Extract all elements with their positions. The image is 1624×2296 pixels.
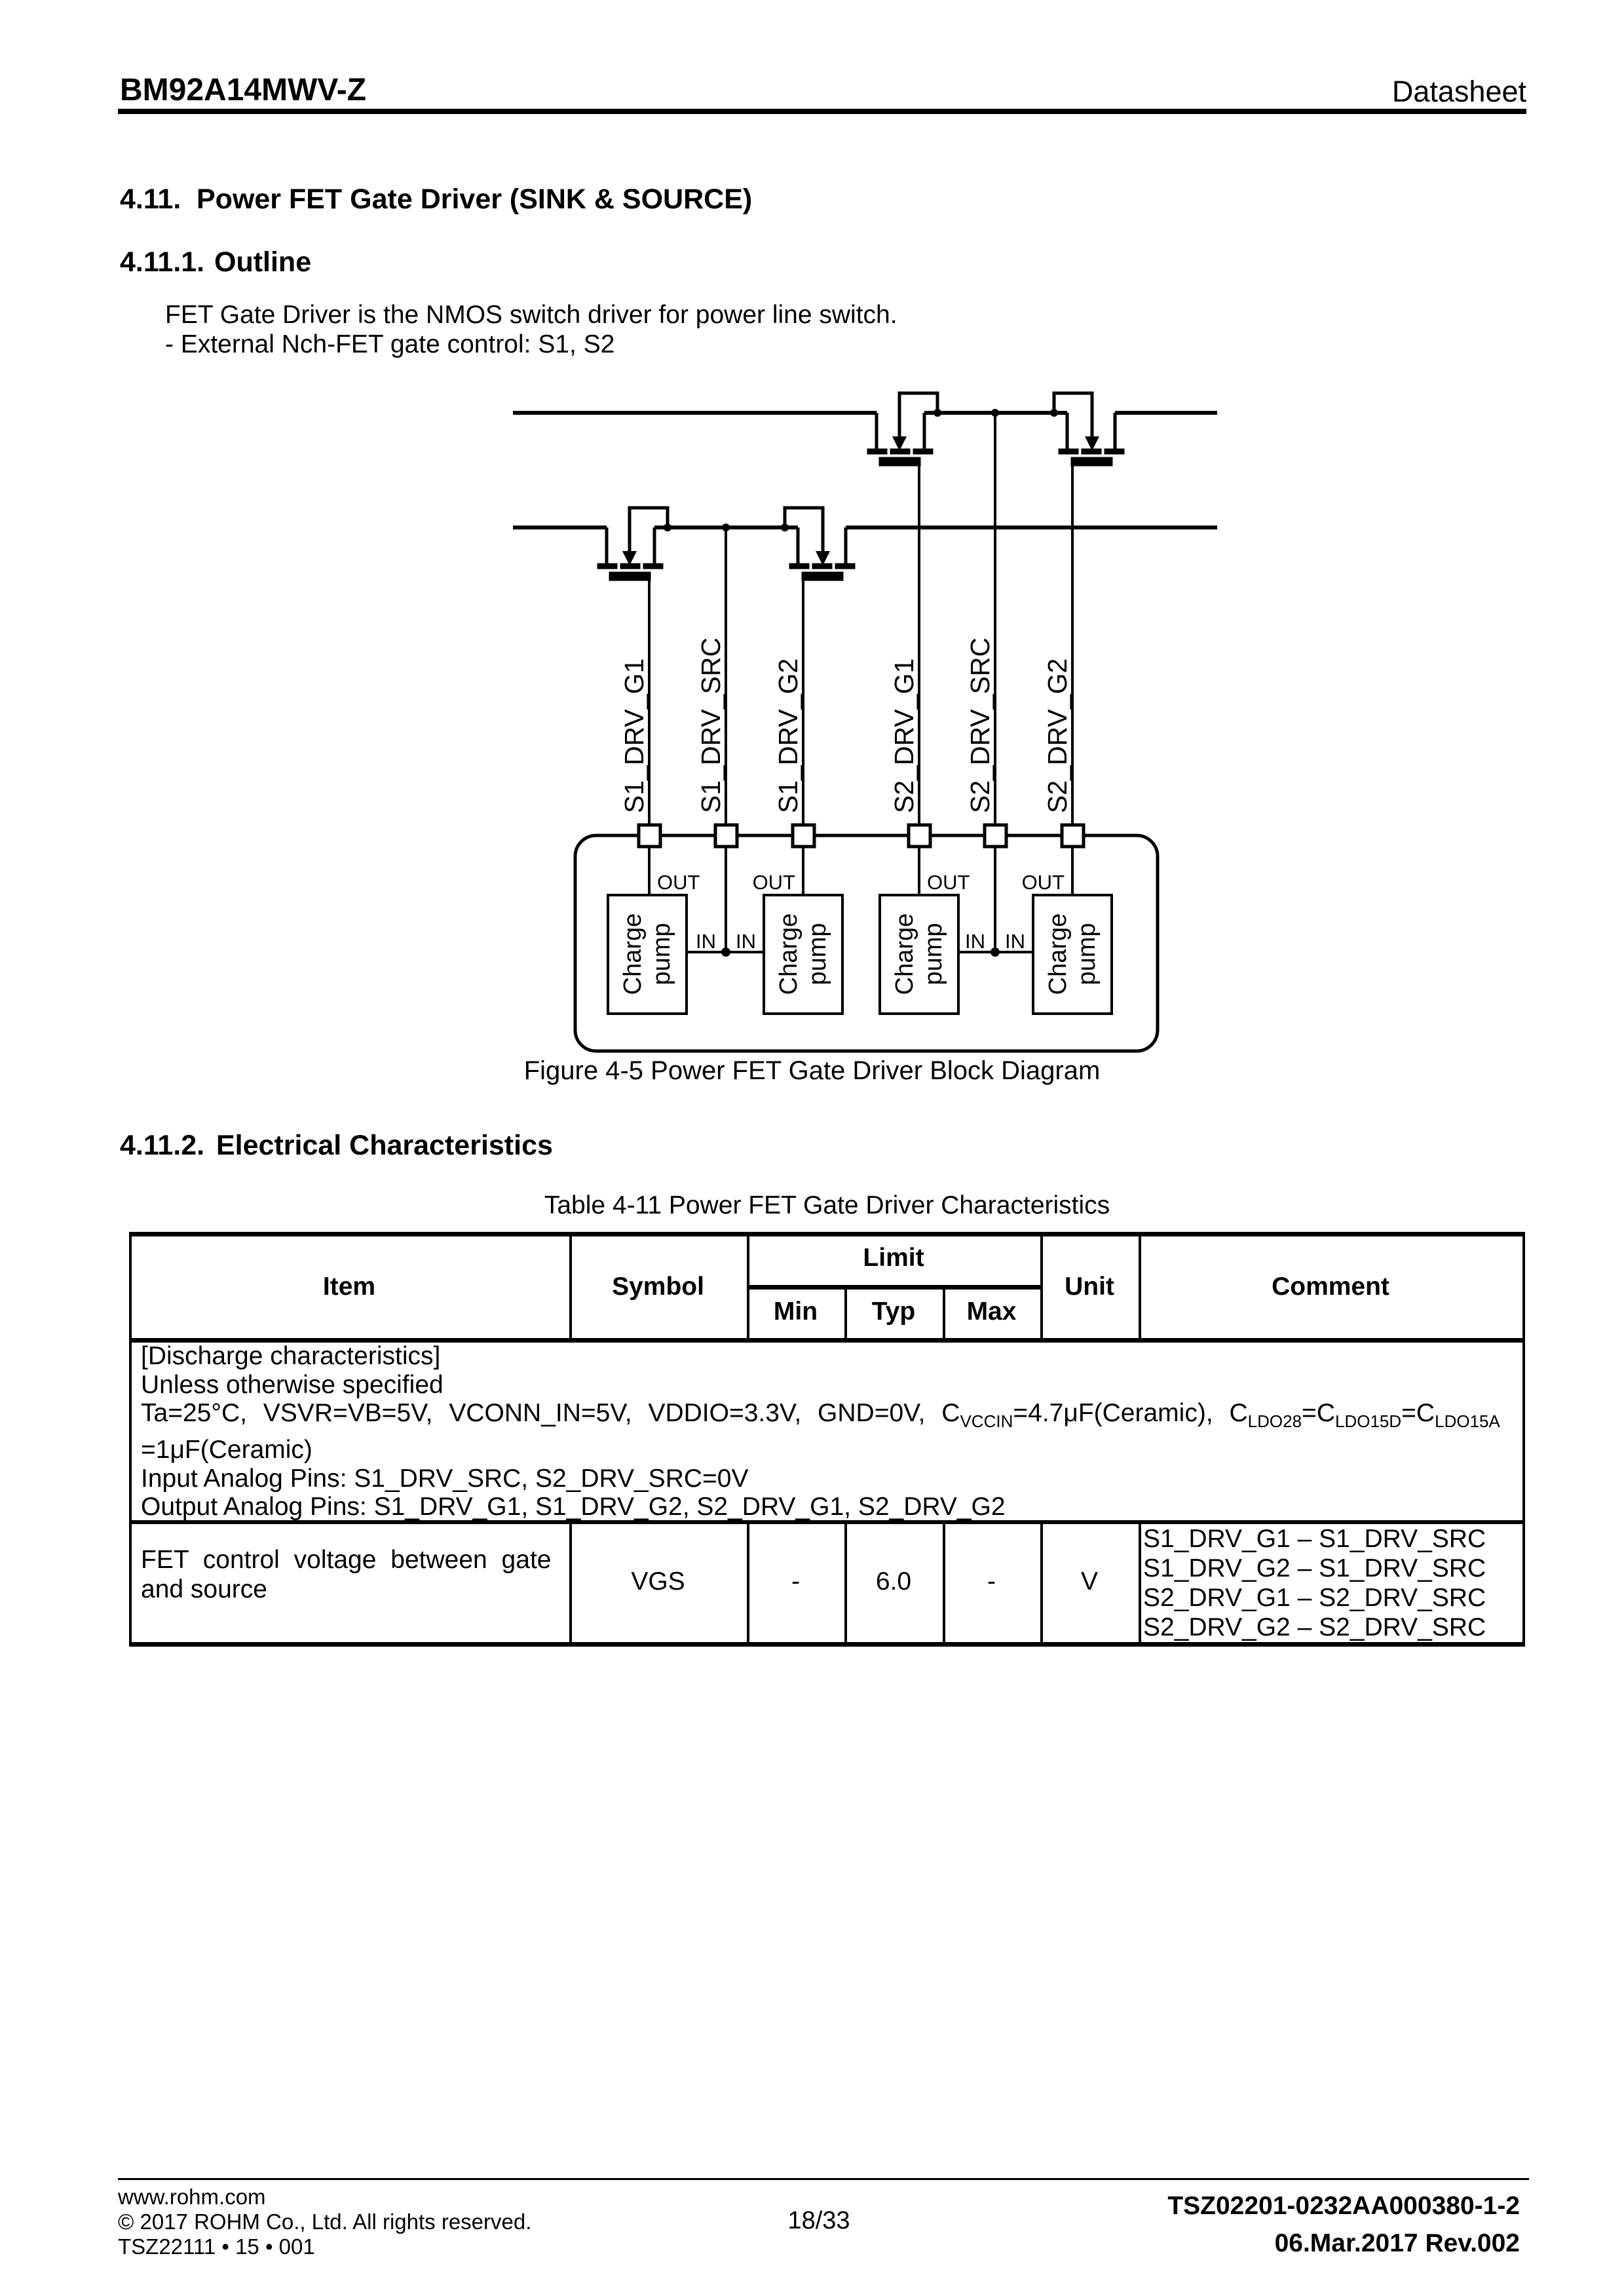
product-name: BM92A14MWV-Z: [120, 73, 367, 107]
section-heading-4-11-1: [120, 246, 311, 278]
revision-date: 06.Mar.2017 Rev.002: [1274, 2229, 1520, 2257]
row-item-cell: [141, 1545, 557, 1604]
row-max-cell: -: [987, 1567, 996, 1596]
ic-pin: [639, 825, 660, 847]
row-unit-cell: V: [1080, 1567, 1098, 1596]
ic-pin: [985, 825, 1006, 847]
condition-line: Input Analog Pins: S1_DRV_SRC, S2_DRV_SRC=0V: [141, 1464, 749, 1493]
signal-label-s2-drv-g2: S2_DRV_G2: [1042, 658, 1072, 813]
in-label: IN: [965, 930, 985, 953]
svg-text:Charge: Charge: [891, 913, 918, 995]
signal-label-s1-drv-src: S1_DRV_SRC: [696, 637, 726, 813]
col-header-symbol: Symbol: [612, 1272, 704, 1301]
svg-text:pump: pump: [648, 923, 675, 985]
section-heading-4-11-2: [120, 1130, 553, 1162]
ic-pin: [793, 825, 814, 847]
page-number: 18/33: [787, 2207, 850, 2234]
ic-pin: [909, 825, 930, 847]
table-border: [1522, 1232, 1525, 1647]
condition-line: [Discharge characteristics]: [141, 1342, 441, 1370]
comment-line: S1_DRV_G2 – S1_DRV_SRC: [1143, 1554, 1486, 1582]
src-tap-s2: [991, 409, 999, 417]
footer-rule: [118, 2178, 1529, 2180]
section-title: Power FET Gate Driver (SINK & SOURCE): [197, 183, 753, 215]
condition-line: =1μF(Ceramic): [141, 1436, 312, 1464]
power-rails: [513, 413, 1217, 527]
in-label: IN: [736, 930, 756, 953]
section-number: 4.11.2.: [120, 1130, 205, 1161]
ic-pin: [1062, 825, 1084, 847]
svg-text:pump: pump: [1073, 923, 1101, 985]
in-label: IN: [1005, 930, 1025, 953]
out-label: OUT: [657, 871, 700, 894]
out-label: OUT: [752, 871, 795, 894]
fet-s1-g1: [597, 508, 671, 581]
row-comment-cell: [1143, 1524, 1486, 1642]
outline-paragraph: [165, 300, 897, 359]
col-header-limit: Limit: [863, 1244, 924, 1272]
doc-type-label: Datasheet: [1391, 75, 1526, 108]
comment-line: S2_DRV_G2 – S2_DRV_SRC: [1143, 1613, 1486, 1641]
outline-line-1: FET Gate Driver is the NMOS switch driver for power line switch.: [165, 301, 897, 329]
col-header-min: Min: [773, 1297, 818, 1326]
condition-line: Ta=25°C, VSVR=VB=5V, VCONN_IN=5V, VDDIO=3.3V, GND=0V, $C_{VCCIN}=4.7\mu F(Ceramic)$, $C_{LDO28}=C_{LDO15D}=C_{LDO15A}$: [141, 1399, 1500, 1431]
svg-text:Charge: Charge: [1044, 913, 1072, 995]
table-border: [747, 1285, 1040, 1290]
rohm-url: www.rohm.com: [118, 2185, 266, 2209]
row-min-cell: -: [791, 1567, 800, 1596]
comment-line: S1_DRV_G1 – S1_DRV_SRC: [1143, 1525, 1486, 1553]
table-border: [129, 1232, 1525, 1236]
section-heading-4-11: [120, 183, 752, 216]
table-title: Table 4-11 Power FET Gate Driver Characteristics: [544, 1191, 1110, 1219]
signal-label-s2-drv-src: S2_DRV_SRC: [965, 637, 995, 813]
col-header-item: Item: [322, 1272, 376, 1301]
conditions-cell: [141, 1342, 1514, 1521]
section-title: Outline: [214, 246, 312, 278]
row-symbol-cell: VGS: [631, 1567, 685, 1596]
condition-line: Unless otherwise specified: [141, 1370, 444, 1399]
signal-label-s2-drv-g1: S2_DRV_G1: [889, 658, 919, 813]
outline-line-2: - External Nch-FET gate control: S1, S2: [165, 330, 615, 358]
condition-line: Output Analog Pins: S1_DRV_G1, S1_DRV_G2, S2_DRV_G1, S2_DRV_G2: [141, 1493, 1006, 1521]
section-title: Electrical Characteristics: [216, 1130, 553, 1161]
fet-s2-g2: [1050, 393, 1124, 466]
svg-text:pump: pump: [804, 923, 831, 985]
row-typ-cell: 6.0: [875, 1567, 912, 1596]
block-diagram: [485, 367, 1291, 1094]
col-header-unit: Unit: [1065, 1272, 1114, 1301]
footer-right-block: [1048, 2187, 1520, 2262]
item-line: and source: [141, 1575, 267, 1603]
document-number: TSZ02201-0232AA000380-1-2: [1167, 2192, 1520, 2220]
out-label: OUT: [927, 871, 970, 894]
signal-label-s1-drv-g1: S1_DRV_G1: [619, 658, 649, 813]
col-header-typ: Typ: [871, 1297, 916, 1326]
comment-line: S2_DRV_G1 – S2_DRV_SRC: [1143, 1584, 1486, 1612]
svg-text:pump: pump: [920, 923, 947, 985]
header-rule: [118, 109, 1526, 114]
ic-pin: [715, 825, 737, 847]
svg-text:Charge: Charge: [619, 913, 647, 995]
section-number: 4.11.: [120, 183, 181, 215]
footer-left-block: [118, 2185, 531, 2259]
characteristics-table: [129, 1232, 1525, 1647]
out-label: OUT: [1021, 871, 1065, 894]
table-border: [1139, 1520, 1141, 1647]
col-header-comment: Comment: [1272, 1272, 1389, 1301]
col-header-max: Max: [966, 1297, 1017, 1326]
section-number: 4.11.1.: [120, 246, 205, 278]
footer-code: TSZ22111 • 15 • 001: [118, 2234, 315, 2259]
svg-text:Charge: Charge: [775, 913, 803, 995]
table-border: [129, 1642, 1525, 1647]
fet-s1-g2: [781, 508, 855, 581]
copyright-text: © 2017 ROHM Co., Ltd. All rights reserved.: [118, 2210, 532, 2234]
item-line: FET control voltage between gate: [141, 1546, 552, 1574]
src-tap-s1: [722, 524, 730, 531]
fet-s2-g1: [867, 393, 941, 466]
signal-label-s1-drv-g2: S1_DRV_G2: [773, 658, 803, 813]
in-label: IN: [696, 930, 716, 953]
figure-caption: Figure 4-5 Power FET Gate Driver Block Diagram: [523, 1056, 1101, 1085]
